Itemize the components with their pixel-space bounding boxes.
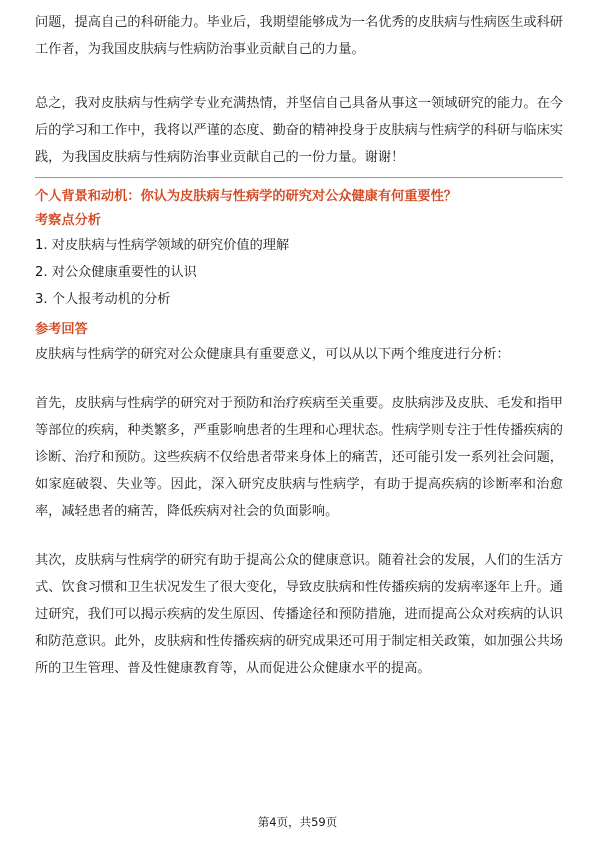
question-heading: 个人背景和动机：你认为皮肤病与性病学的研究对公众健康有何重要性？ [35, 189, 457, 204]
analysis-item-2: 2. 对公众健康重要性的认识 [35, 265, 197, 280]
analysis-heading: 考察点分析 [35, 213, 101, 228]
intro-paragraph-2: 总之，我对皮肤病与性病学专业充满热情，并坚信自己具备从事这一领域研究的能力。在今后的学习和工作中，我将以严谨的态度、勤奋的精神投身于皮肤病与性病学的科研与临床实践，为我国皮肤病与性病防治事业贡献自己的一份力量。谢谢！ [35, 96, 563, 165]
analysis-item-1: 1. 对皮肤病与性病学领域的研究价值的理解 [35, 238, 290, 253]
answer-paragraph-1: 皮肤病与性病学的研究对公众健康具有重要意义，可以从以下两个维度进行分析： [35, 347, 510, 362]
analysis-item-3: 3. 个人报考动机的分析 [35, 292, 171, 307]
answer-paragraph-2: 首先，皮肤病与性病学的研究对于预防和治疗疾病至关重要。皮肤病涉及皮肤、毛发和指甲等部位的疾病，种类繁多，严重影响患者的生理和心理状态。性病学则专注于性传播疾病的诊断、治疗和预防。这些疾病不仅给患者带来身体上的痛苦，还可能引发一系列社会问题，如家庭破裂、失业等。因此，深入研究皮肤病与性病学，有助于提高疾病的诊断率和治愈率，减轻患者的痛苦，降低疾病对社会的负面影响。 [35, 396, 563, 519]
answer-paragraph-3: 其次，皮肤病与性病学的研究有助于提高公众的健康意识。随着社会的发展，人们的生活方式、饮食习惯和卫生状况发生了很大变化，导致皮肤病和性传播疾病的发病率逐年上升。通过研究，我们可以揭示疾病的发生原因、传播途径和预防措施，进而提高公众对疾病的认识和防范意识。此外，皮肤病和性传播疾病的研究成果还可用于制定相关政策，如加强公共场所的卫生管理、普及性健康教育等，从而促进公众健康水平的提高。 [35, 553, 563, 676]
intro-paragraph-1: 问题，提高自己的科研能力。毕业后，我期望能够成为一名优秀的皮肤病与性病医生或科研工作者，为我国皮肤病与性病防治事业贡献自己的力量。 [35, 15, 563, 57]
page-content [35, 9, 563, 682]
answer-heading: 参考回答 [35, 322, 88, 337]
page-number: 第4页，共59页 [257, 815, 338, 829]
section-divider [35, 177, 563, 178]
